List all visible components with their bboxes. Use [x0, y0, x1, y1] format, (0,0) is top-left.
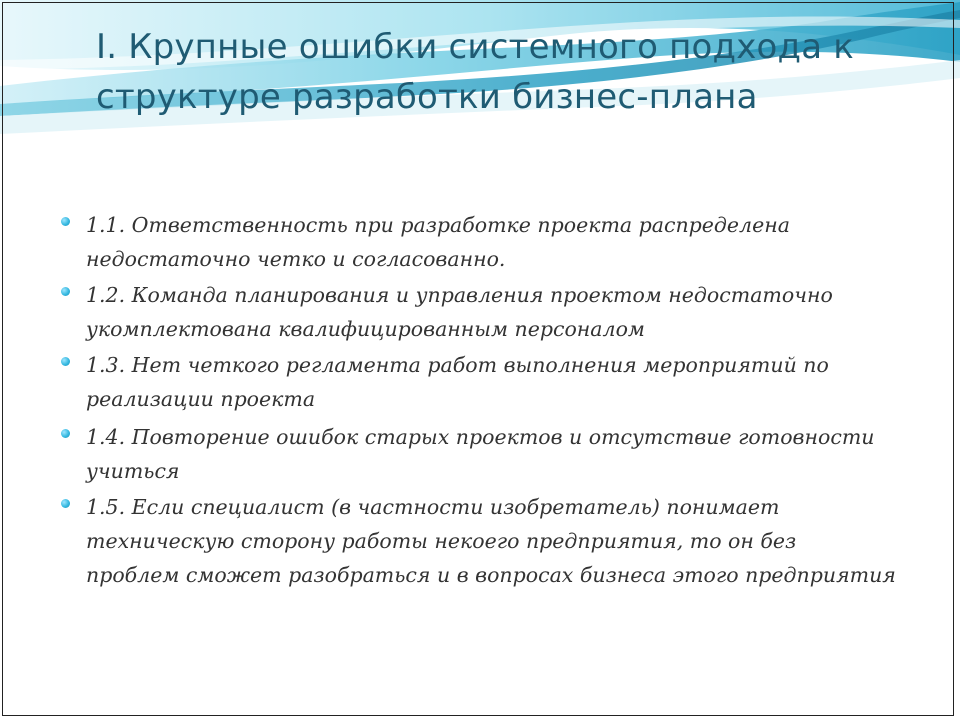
slide-title: I. Крупные ошибки системного подхода к структуре разработки бизнес-плана [96, 27, 855, 117]
list-item-text: 1.4. Повторение ошибок старых проектов и отсутствие готовности учиться [86, 425, 875, 483]
bullet-dot-icon [61, 429, 70, 438]
bullet-dot-icon [61, 217, 70, 226]
list-item-text: 1.3. Нет четкого регламента работ выполнения мероприятий по реализации проекта [86, 353, 829, 411]
list-item [56, 208, 896, 276]
bullet-dot-icon [61, 357, 70, 366]
bullet-dot-icon [61, 499, 70, 508]
bullet-list [56, 208, 896, 592]
list-item-text: 1.1. Ответственность при разработке проекта распределена недостаточно четко и согласованно. [86, 213, 790, 271]
list-item [56, 420, 896, 488]
list-item [56, 278, 896, 346]
bullet-dot-icon [61, 287, 70, 296]
list-item-text: 1.2. Команда планирования и управления проектом недостаточно укомплектована квалифицированным персоналом [86, 283, 833, 341]
list-item [56, 348, 896, 416]
list-item-text: 1.5. Если специалист (в частности изобретатель) понимает техническую сторону работы некоего предприятия, то он без проблем сможет разобраться и в вопросах бизнеса этого предприятия [86, 495, 896, 587]
list-item [56, 490, 896, 592]
